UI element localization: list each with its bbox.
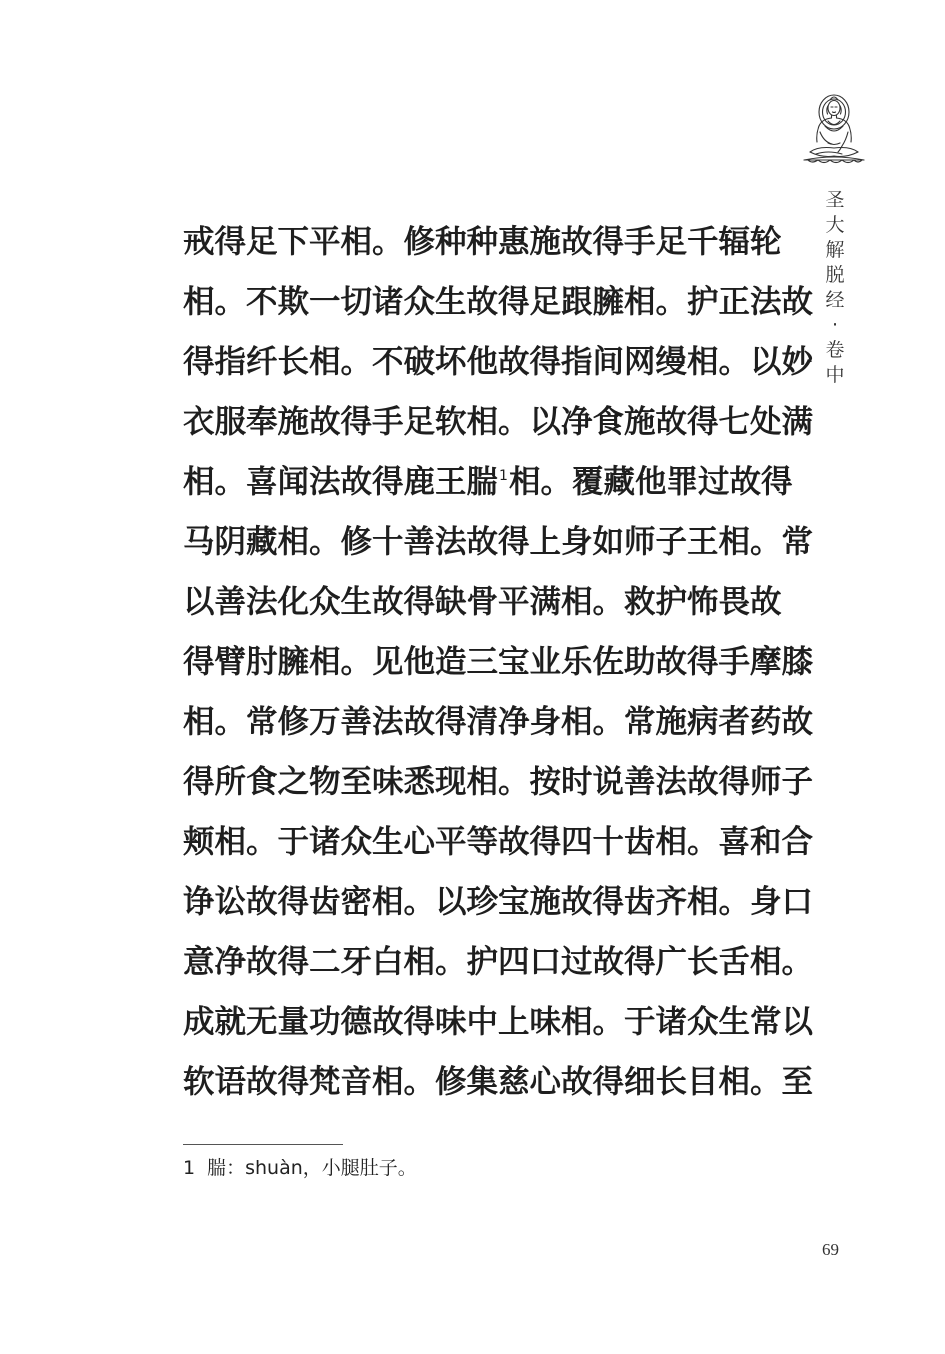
text-line: 相。喜闻法故得鹿王腨$^1$相。覆藏他罪过故得 [183,464,793,500]
footnote-marker[interactable]: 1 [499,468,508,484]
running-head-char: 中 [825,364,845,386]
running-head-char: 卷 [825,339,845,361]
text-line: 得臂肘臃相。见他造三宝业乐佐助故得手摩膝 [183,644,814,680]
text-line: 软语故得梵音相。修集慈心故得细长目相。至 [183,1064,814,1100]
running-head-char: 圣 [825,189,845,211]
footnote-number: 1 [183,1157,196,1179]
text-line: 意净故得二牙白相。护四口过故得广长舌相。 [183,944,814,980]
text-line: 成就无量功德故得味中上味相。于诸众生常以 [183,1004,814,1040]
text-line: 衣服奉施故得手足软相。以净食施故得七处满 [183,404,814,440]
text-line: 得指纤长相。不破坏他故得指间网缦相。以妙 [183,344,814,380]
seated-buddha-icon [798,88,870,168]
text-line: 相。不欺一切诸众生故得足跟臃相。护正法故 [183,284,814,320]
text-line: 相。常修万善法故得清净身相。常施病者药故 [183,704,814,740]
running-head-char: 大 [825,214,845,236]
running-head-char: 解 [825,239,845,261]
footnote-text: 腨：shuàn，小腿肚子。 [207,1157,417,1179]
page-number: 69 [822,1240,839,1259]
running-head [818,188,852,388]
text-line: 以善法化众生故得缺骨平满相。救护怖畏故 [183,584,782,620]
text-line: 颊相。于诸众生心平等故得四十齿相。喜和合 [183,824,814,860]
footnote-divider [183,1144,343,1145]
running-head-char: 经 [825,289,845,311]
text-line: 马阴藏相。修十善法故得上身如师子王相。常 [183,524,814,560]
text-line: 得所食之物至味悉现相。按时说善法故得师子 [183,764,814,800]
body-text [183,212,814,1112]
running-head-char: · [831,314,839,336]
text-line: 戒得足下平相。修种种惠施故得手足千辐轮 [183,224,782,260]
footnote [183,1153,417,1183]
text-line: 诤讼故得齿密相。以珍宝施故得齿齐相。身口 [183,884,814,920]
running-head-char: 脱 [825,264,845,286]
